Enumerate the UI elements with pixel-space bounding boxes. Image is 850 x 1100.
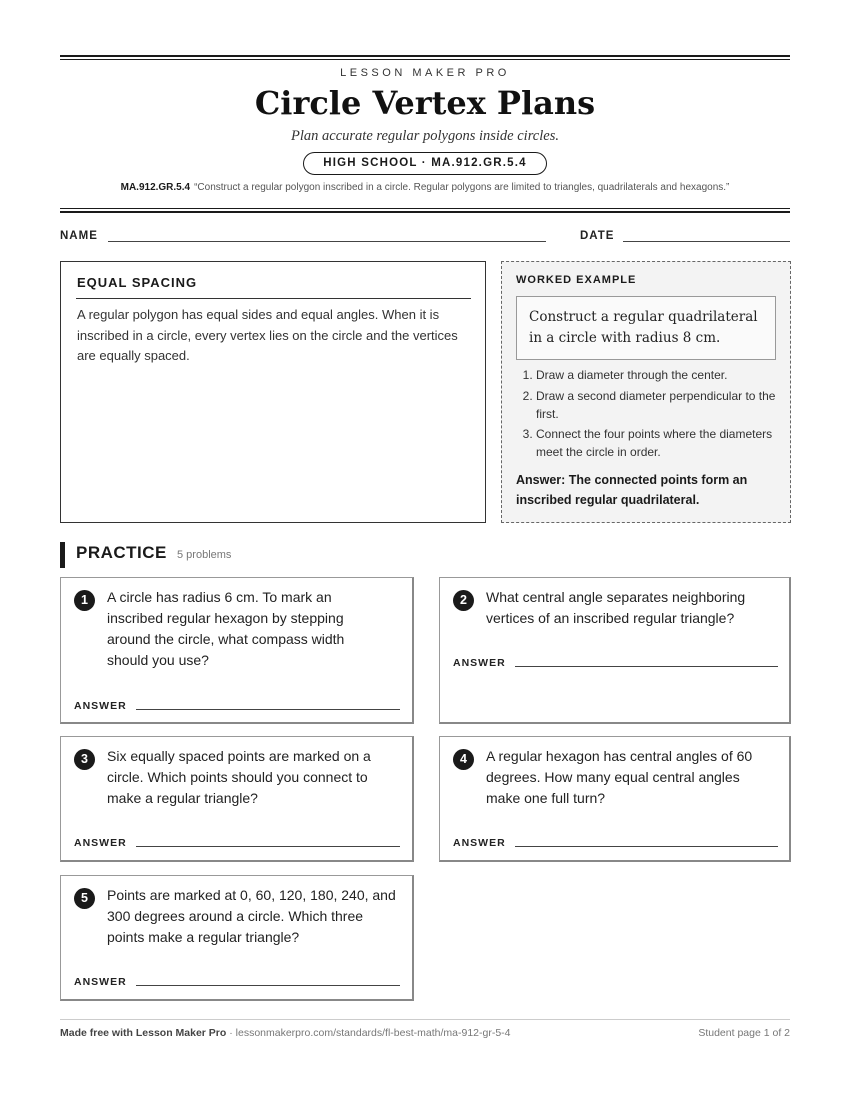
footer-page-number: Student page 1 of 2 — [698, 1027, 790, 1039]
worked-example-box — [501, 261, 791, 523]
worked-example-step: 1. Draw a diameter through the center. — [536, 366, 798, 384]
answer-label: ANSWER — [74, 976, 127, 988]
date-label: DATE — [580, 230, 615, 242]
page-subtitle: Plan accurate regular polygons inside circles. — [291, 128, 559, 144]
date-field[interactable] — [623, 241, 790, 242]
standard-code: MA.912.GR.5.4 — [120, 182, 191, 193]
practice-count: 5 problems — [177, 549, 232, 561]
footer-url[interactable]: · lessonmakerpro.com/standards/fl-best-math/ma-912-gr-5-4 — [226, 1027, 511, 1039]
name-field[interactable] — [108, 241, 546, 242]
problem-text: Six equally spaced points are marked on a circle. Which points should you connect to make a regular triangle? — [107, 748, 371, 806]
answer-field[interactable] — [136, 846, 400, 847]
worked-example-problem: Construct a regular quadrilateral in a circle with radius 8 cm. — [516, 296, 776, 360]
concept-divider — [76, 298, 471, 299]
header-rule — [60, 211, 790, 213]
problem-number: 3 — [74, 749, 95, 770]
concept-body: A regular polygon has equal sides and equal angles. When it is inscribed in a circle, every vertex lies on the circle and the vertices are equally spaced. — [77, 307, 458, 363]
name-label: NAME — [60, 230, 98, 242]
worked-example-step: 3. Connect the four points where the diameters meet the circle in order. — [536, 425, 798, 461]
worked-example-steps — [516, 366, 798, 464]
footer-rule — [60, 1019, 790, 1020]
problem-number: 5 — [74, 888, 95, 909]
footer-credit — [60, 1027, 511, 1039]
concept-box — [60, 261, 486, 523]
concept-heading: EQUAL SPACING — [77, 275, 198, 290]
top-rule — [60, 55, 790, 57]
header-rule-thin — [60, 208, 790, 209]
answer-field[interactable] — [136, 985, 400, 986]
answer-label: ANSWER — [453, 837, 506, 849]
problem-text: Points are marked at 0, 60, 120, 180, 240, and 300 degrees around a circle. Which three points make a regular triangle? — [107, 887, 396, 945]
problem-card-4 — [439, 736, 791, 862]
answer-field[interactable] — [136, 709, 400, 710]
grade-standard-badge: HIGH SCHOOL · MA.912.GR.5.4 — [303, 152, 547, 175]
worked-example-step: 2. Draw a second diameter perpendicular to the first. — [536, 387, 798, 423]
problem-text: What central angle separates neighboring vertices of an inscribed regular triangle? — [486, 589, 746, 626]
problem-text: A circle has radius 6 cm. To mark an inscribed regular hexagon by stepping around the circle, what compass width should you use? — [107, 589, 345, 668]
worked-example-heading: WORKED EXAMPLE — [516, 274, 637, 286]
practice-heading: PRACTICE — [76, 543, 167, 562]
worked-example-answer: Answer: The connected points form an inscribed regular quadrilateral. — [516, 473, 748, 507]
answer-label: ANSWER — [74, 700, 127, 712]
problem-number: 4 — [453, 749, 474, 770]
page-title: Circle Vertex Plans — [254, 84, 596, 122]
top-rule-thin — [60, 59, 790, 60]
problem-card-2 — [439, 577, 791, 724]
problem-card-5 — [60, 875, 414, 1001]
answer-field[interactable] — [515, 846, 778, 847]
problem-text: A regular hexagon has central angles of 60 degrees. How many equal central angles make one full turn? — [486, 748, 753, 806]
footer-made-with: Made free with Lesson Maker Pro — [60, 1027, 227, 1039]
problem-number: 2 — [453, 590, 474, 611]
problem-card-3 — [60, 736, 414, 862]
standard-text: “Construct a regular polygon inscribed in a circle. Regular polygons are limited to triangles, quadrilaterals and hexagons.” — [194, 182, 730, 193]
brand-name: LESSON MAKER PRO — [340, 67, 510, 79]
answer-label: ANSWER — [453, 657, 506, 669]
answer-label: ANSWER — [74, 837, 127, 849]
standard-statement — [0, 182, 850, 193]
answer-field[interactable] — [515, 666, 778, 667]
problem-number: 1 — [74, 590, 95, 611]
practice-accent-bar — [60, 542, 65, 568]
problem-card-1 — [60, 577, 414, 724]
